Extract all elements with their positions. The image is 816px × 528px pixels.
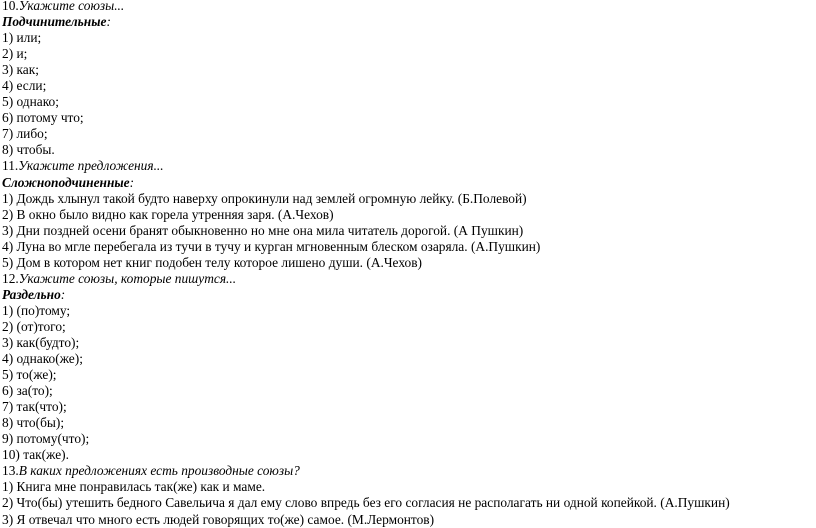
question-12-option: 7) так(что); [2, 399, 67, 415]
question-12-heading: Раздельно: [2, 286, 66, 302]
question-10-prompt: Укажите союзы... [18, 0, 125, 13]
question-10-header [2, 0, 816, 14]
question-12-option: 5) то(же); [2, 367, 57, 383]
question-12-option: 3) как(будто); [2, 334, 80, 350]
question-12-option: 10) так(же). [2, 447, 69, 463]
question-10-option: 4) если; [2, 78, 47, 94]
question-13-option: 1) Книга мне понравилась так(же) как и маме. [2, 479, 266, 495]
question-11-option: 4) Луна во мгле перебегала из тучи в тучу и курган мгновенным блеском озаряла. (А.Пушкин) [2, 238, 541, 254]
question-10-number: 10. [2, 0, 19, 13]
question-10-option: 2) и; [2, 46, 28, 62]
question-11-option: 5) Дом в котором нет книг подобен телу которое лишено души. (А.Чехов) [2, 254, 422, 270]
question-12-option: 4) однако(же); [2, 351, 83, 367]
question-10-option: 3) как; [2, 62, 39, 78]
question-13-option: 2) Что(бы) утешить бедного Савельича я дал ему слово впредь без его согласия не располагать ни одной копейкой. (А.Пушкин) [2, 495, 730, 511]
question-11-number: 11. [2, 158, 19, 174]
question-11-heading: Сложноподчиненные: [2, 174, 135, 190]
question-13-header [2, 463, 816, 479]
question-10-option: 5) однако; [2, 94, 59, 110]
question-12-option: 9) потому(что); [2, 431, 90, 447]
question-11-header [2, 158, 816, 174]
question-10-option: 1) или; [2, 30, 42, 46]
question-12-prompt: Укажите союзы, которые пишутся... [18, 270, 237, 286]
question-10-option: 7) либо; [2, 126, 48, 142]
question-12-option: 1) (по)тому; [2, 302, 71, 318]
question-12-number: 12. [2, 270, 19, 286]
question-11-option: 2) В окно было видно как горела утренняя заря. (А.Чехов) [2, 206, 334, 222]
question-13-prompt: В каких предложениях есть производные союзы? [18, 463, 300, 479]
question-10-option: 8) чтобы. [2, 142, 55, 158]
question-10-option: 6) потому что; [2, 110, 84, 126]
question-12-option: 2) (от)того; [2, 318, 66, 334]
question-12-option: 6) за(то); [2, 383, 53, 399]
question-12-option: 8) что(бы); [2, 415, 65, 431]
question-11-option: 1) Дождь хлынул такой будто наверху опрокинули над землей огромную лейку. (Б.Полевой) [2, 190, 527, 206]
question-11-option: 3) Дни поздней осени бранят обыкновенно но мне она мила читатель дорогой. (А Пушкин) [2, 222, 524, 238]
question-13-number: 13. [2, 463, 19, 479]
question-13-option: 3) Я отвечал что много есть людей говорящих то(же) самое. (М.Лермонтов) [2, 511, 435, 527]
question-11-prompt: Укажите предложения... [18, 158, 164, 174]
question-12-header [2, 271, 816, 287]
question-10-heading: Подчинительные: [2, 14, 111, 30]
